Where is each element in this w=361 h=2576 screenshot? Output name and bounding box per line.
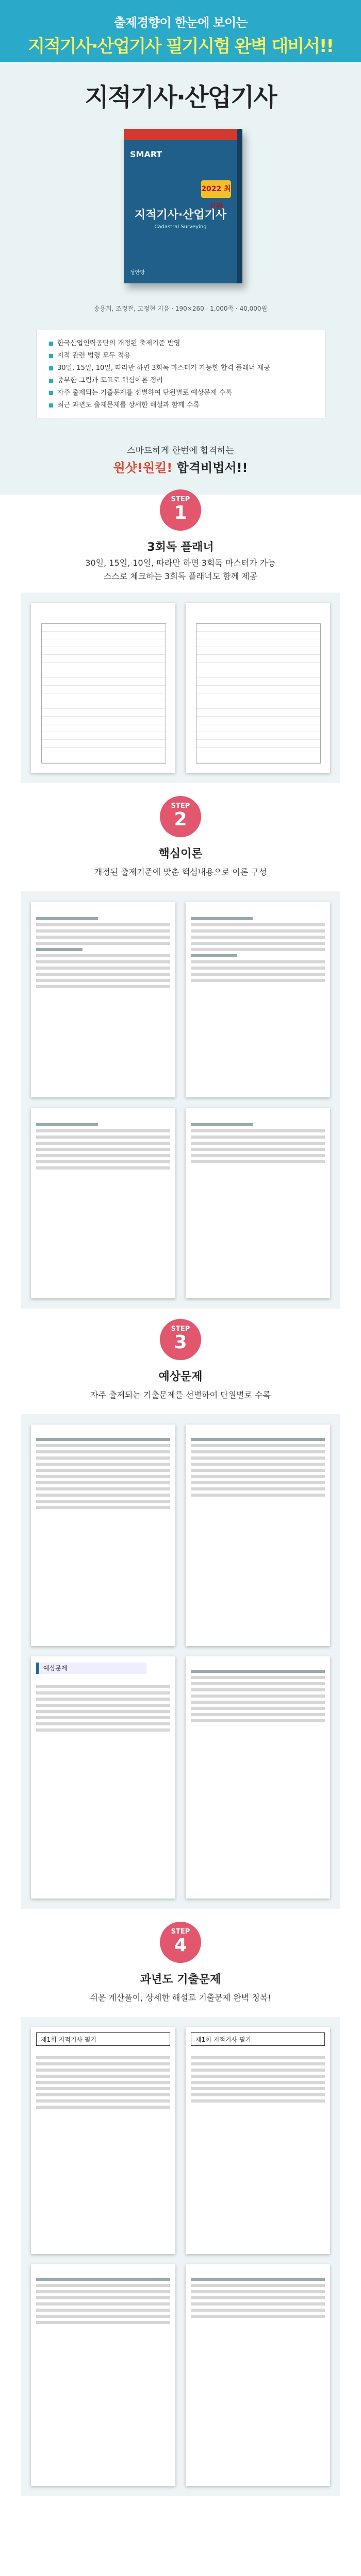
step-2-preview xyxy=(21,891,340,1309)
feature-item: 30일, 15일, 10일, 따라만 하면 3회독 마스터가 가능한 합격 플래너 제공 xyxy=(49,362,270,372)
bullet-icon xyxy=(49,342,53,346)
step-1-desc-1: 30일, 15일, 10일, 따라만 하면 3회독 마스터가 가능 xyxy=(85,558,276,568)
bullet-icon xyxy=(49,391,53,395)
book-cover xyxy=(124,129,242,283)
bullet-icon xyxy=(49,366,53,370)
theory-page xyxy=(186,1108,330,1298)
feature-item: 지적 관련 법령 모두 적용 xyxy=(49,350,130,360)
intro-line-1: 스마트하게 한번에 합격하는 xyxy=(127,446,234,456)
chapter-label: 예상문제 xyxy=(36,1663,146,1674)
step-3-title: 예상문제 xyxy=(158,1370,203,1383)
step-1-preview xyxy=(21,592,340,783)
step-4-badge: STEP 4 xyxy=(160,1922,201,1963)
step-2-badge: STEP 2 xyxy=(160,796,201,837)
banner-line-1: 출제경향이 한눈에 보이는 xyxy=(113,15,248,30)
book-brand: SMART xyxy=(130,149,162,159)
exam-card-label: 제1회 지적기사 필기 xyxy=(36,2032,170,2046)
planner-table xyxy=(196,623,321,764)
theory-page xyxy=(31,902,175,1097)
book-top-band xyxy=(124,129,237,140)
book-edition-badge: 2022 최신판 xyxy=(201,180,231,198)
intro-line-2: 원샷!원킬! 합격비법서!! xyxy=(113,461,248,475)
exam-page xyxy=(186,2264,330,2486)
step-2-desc: 개정된 출제기준에 맞춘 핵심내용으로 이론 구성 xyxy=(94,867,267,877)
bullet-icon xyxy=(49,379,53,383)
step-1-title: 3회독 플래너 xyxy=(147,541,214,554)
step-3-preview xyxy=(21,1414,340,1909)
exam-page xyxy=(31,2264,175,2486)
book-subtitle: Cadastral Surveying xyxy=(154,224,207,230)
exam-page xyxy=(186,2027,330,2254)
feature-item: 자주 출제되는 기출문제를 선별하여 단원별로 예상문제 수록 xyxy=(49,387,232,397)
feature-item: 한국산업인력공단의 개정된 출제기준 반영 xyxy=(49,337,180,347)
feature-item: 최근 과년도 출제문제를 상세한 해설과 함께 수록 xyxy=(49,399,200,409)
step-3-badge: STEP 3 xyxy=(160,1319,201,1360)
feature-item: 중부한 그림과 도표로 핵심이론 정리 xyxy=(49,375,163,384)
question-page xyxy=(186,1425,330,1646)
planner-table xyxy=(41,623,166,764)
feature-list xyxy=(36,330,326,418)
theory-page xyxy=(31,1108,175,1298)
exam-page xyxy=(31,2027,175,2254)
step-4-title: 과년도 기출문제 xyxy=(140,1973,221,1986)
planner-page-left xyxy=(31,603,175,773)
exam-card-label: 제1회 지적기사 필기 xyxy=(191,2032,325,2046)
planner-page-right xyxy=(186,603,330,773)
step-3-desc: 자주 출제되는 기출문제를 선별하여 단원별로 수록 xyxy=(90,1390,271,1400)
question-page xyxy=(31,1656,175,1899)
book-publisher: 성안당 xyxy=(130,270,145,276)
step-1-badge: STEP 1 xyxy=(160,489,201,531)
book-title: 지적기사·산업기사 xyxy=(134,209,227,222)
product-title: 지적기사·산업기사 xyxy=(85,83,276,112)
bullet-icon xyxy=(49,354,53,358)
theory-page xyxy=(186,902,330,1097)
book-info: 송용희, 조정관, 고정현 지음 · 190×260 · 1,000쪽 · 40,000원 xyxy=(93,305,268,312)
step-4-desc: 쉬운 계산풀이, 상세한 해설로 기출문제 완벽 정복! xyxy=(90,1993,271,2003)
question-page xyxy=(31,1425,175,1646)
step-1-desc-2: 스스로 체크하는 3회독 플래너도 함께 제공 xyxy=(103,571,258,581)
bullet-icon xyxy=(49,403,53,408)
question-page xyxy=(186,1656,330,1899)
step-2-title: 핵심이론 xyxy=(158,848,203,860)
step-4-preview xyxy=(21,2017,340,2496)
banner-line-2: 지적기사·산업기사 필기시험 완벽 대비서!! xyxy=(28,36,333,57)
